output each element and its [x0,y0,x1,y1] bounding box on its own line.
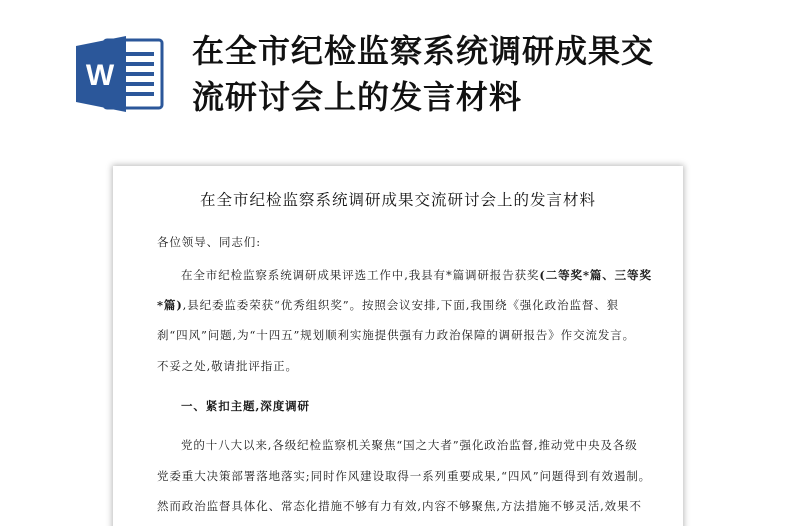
document-title: 在全市纪检监察系统调研成果交流研讨会上的发言材料 [199,191,596,209]
paragraph-2-line-2: 党委重大决策部署落地落实;同时作风建设取得一系列重要成果,“四风”问题得到有效遏制。 [157,469,652,483]
header-title [192,28,752,120]
paragraph-2-line-3: 然而政治监督具体化、常态化措施不够有力有效,内容不够聚焦,方法措施不够灵活,效果不 [157,499,642,513]
paragraph-1-line-1-text: 在全市纪检监察系统调研成果评选工作中,我县有*篇调研报告获奖 [181,268,540,282]
header-title-line-2: 流研讨会上的发言材料 [192,78,523,116]
word-icon-letter: W [85,59,115,92]
award-count-emphasis: (二等奖*篇、三等奖 [539,268,652,282]
paragraph-2-line-1: 党的十八大以来,各级纪检监察机关聚焦“国之大者”强化政治监督,推动党中央及各级 [181,438,638,452]
salutation: 各位领导、同志们: [157,235,261,249]
word-icon [76,34,166,114]
paragraph-1-line-1 [181,267,681,283]
section-1-heading: 一、紧扣主题,深度调研 [181,399,310,413]
header-title-line-1: 在全市纪检监察系统调研成果交 [192,32,655,70]
document-page [113,166,683,526]
paragraph-1-line-2-text: ,县纪委监委荣获“优秀组织奖”。按照会议安排,下面,我围绕《强化政治监督、狠 [182,298,620,312]
award-count-emphasis-2: *篇) [157,298,183,312]
paragraph-1-line-4: 不妥之处,敬请批评指正。 [157,359,298,373]
paragraph-1-line-3: 刹“四风”问题,为“十四五”规划顺利实施提供强有力政治保障的调研报告》作交流发言。 [157,328,636,342]
paragraph-1-line-2 [157,297,657,313]
